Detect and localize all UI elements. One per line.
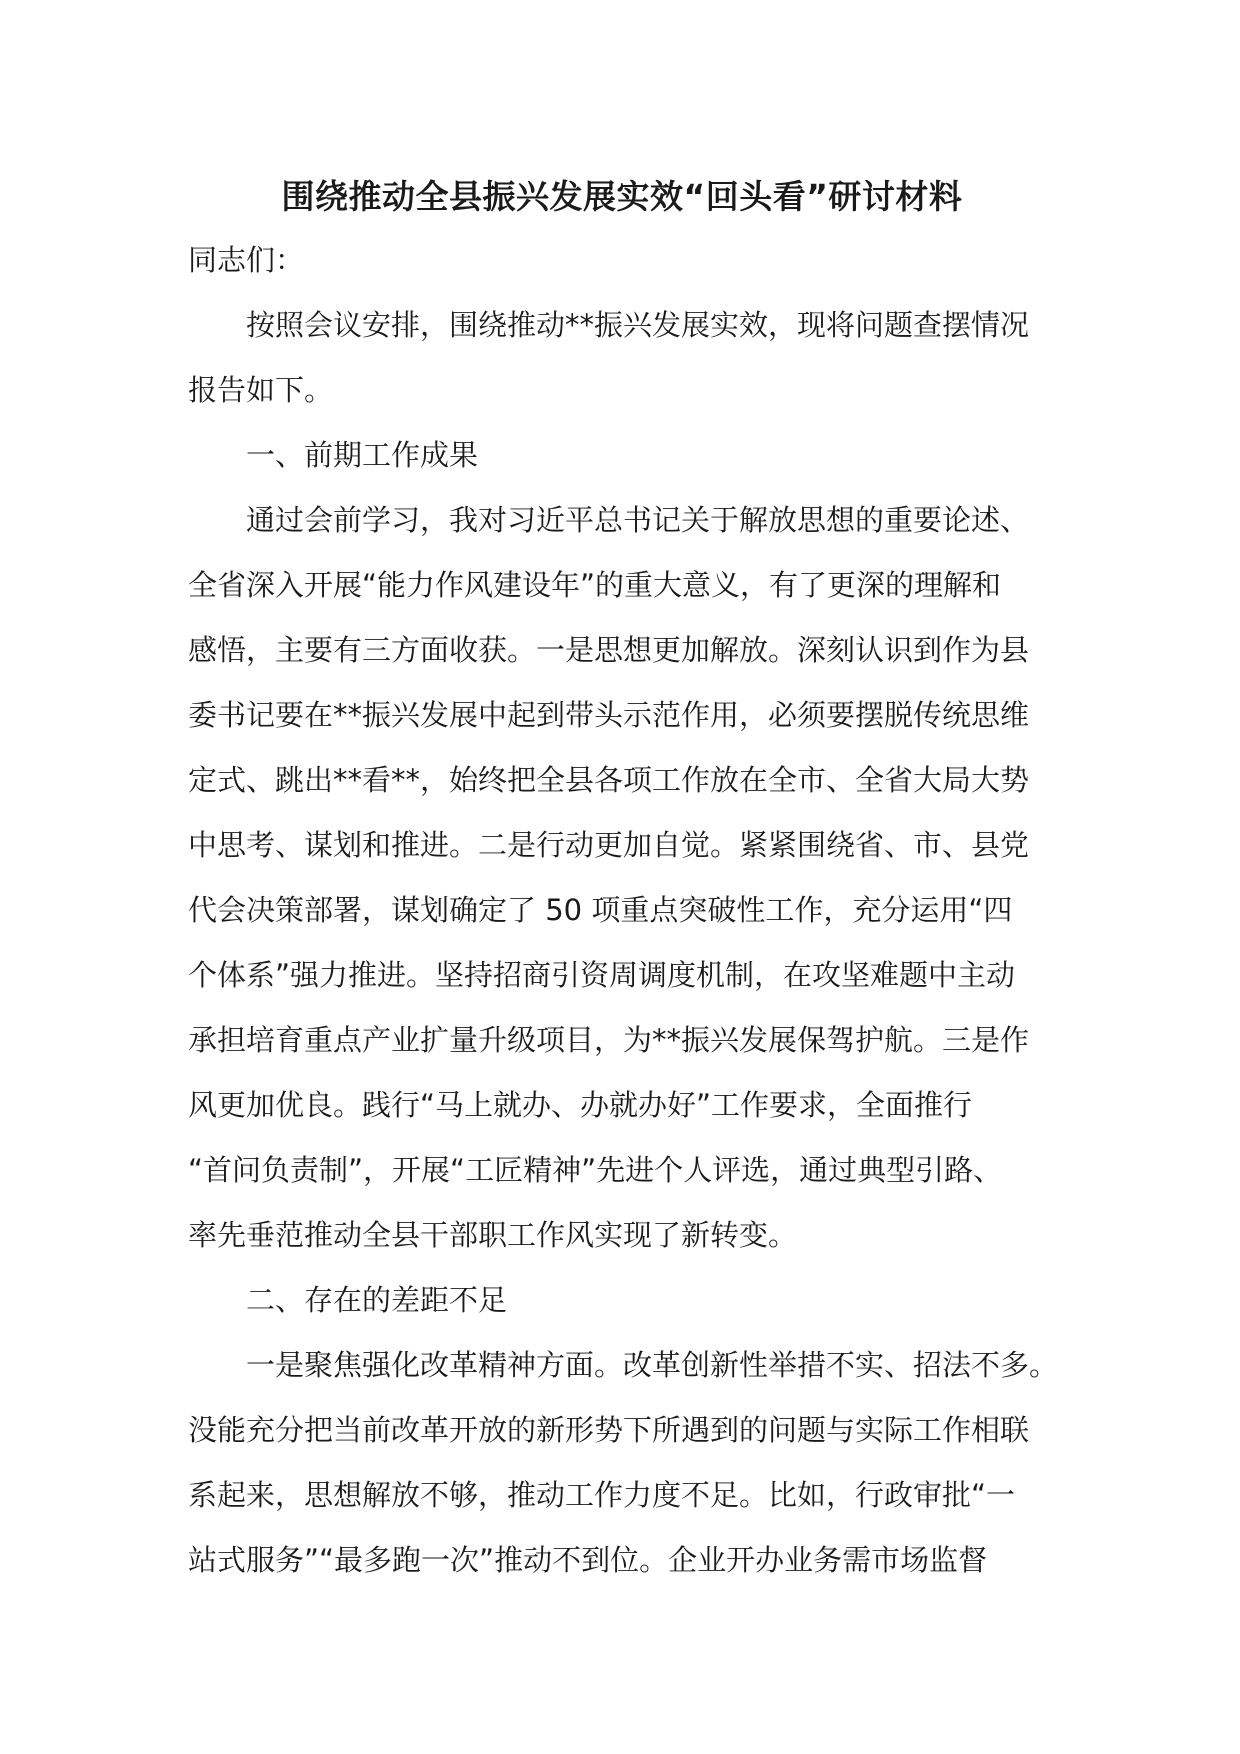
section-heading: 二、存在的差距不足 (246, 1283, 508, 1317)
paragraph-line: 定式、跳出**看**，始终把全县各项工作放在全市、全省大局大势 (188, 763, 1030, 797)
paragraph-line: 通过会前学习，我对习近平总书记关于解放思想的重要论述、 (246, 503, 1030, 537)
paragraph-line: 按照会议安排，围绕推动**振兴发展实效，现将问题查摆情况 (246, 308, 1030, 342)
paragraph-line: 系起来，思想解放不够，推动工作力度不足。比如，行政审批“一 (188, 1478, 1016, 1512)
paragraph-line: 一是聚焦强化改革精神方面。改革创新性举措不实、招法不多。 (246, 1348, 1059, 1382)
document-title: 围绕推动全县振兴发展实效“回头看”研讨材料 (281, 177, 963, 216)
paragraph-line: 风更加优良。践行“马上就办、办就办好”工作要求，全面推行 (188, 1088, 973, 1122)
paragraph-line: 报告如下。 (188, 373, 334, 407)
paragraph-line: 没能充分把当前改革开放的新形势下所遇到的问题与实际工作相联 (188, 1413, 1030, 1447)
paragraph-line: “首问负责制”，开展“工匠精神”先进个人评选，通过典型引路、 (188, 1153, 1003, 1187)
document-body (188, 160, 1059, 1593)
paragraph-line: 中思考、谋划和推进。二是行动更加自觉。紧紧围绕省、市、县党 (188, 828, 1030, 862)
paragraph-line: 率先垂范推动全县干部职工作风实现了新转变。 (188, 1218, 798, 1252)
paragraph-line: 承担培育重点产业扩量升级项目，为**振兴发展保驾护航。三是作 (188, 1023, 1030, 1057)
paragraph-line: 个体系”强力推进。坚持招商引资周调度机制，在攻坚难题中主动 (188, 958, 1016, 992)
paragraph-line: 委书记要在**振兴发展中起到带头示范作用，必须要摆脱传统思维 (188, 698, 1030, 732)
salutation-line: 同志们： (188, 243, 305, 277)
paragraph-line: 全省深入开展“能力作风建设年”的重大意义，有了更深的理解和 (188, 568, 1002, 602)
paragraph-line: 感悟，主要有三方面收获。一是思想更加解放。深刻认识到作为县 (188, 633, 1030, 667)
paragraph-line: 代会决策部署，谋划确定了 50 项重点突破性工作，充分运用“四 (188, 893, 1013, 927)
paragraph-line: 站式服务”“最多跑一次”推动不到位。企业开办业务需市场监督 (188, 1543, 988, 1577)
section-heading: 一、前期工作成果 (246, 438, 479, 472)
